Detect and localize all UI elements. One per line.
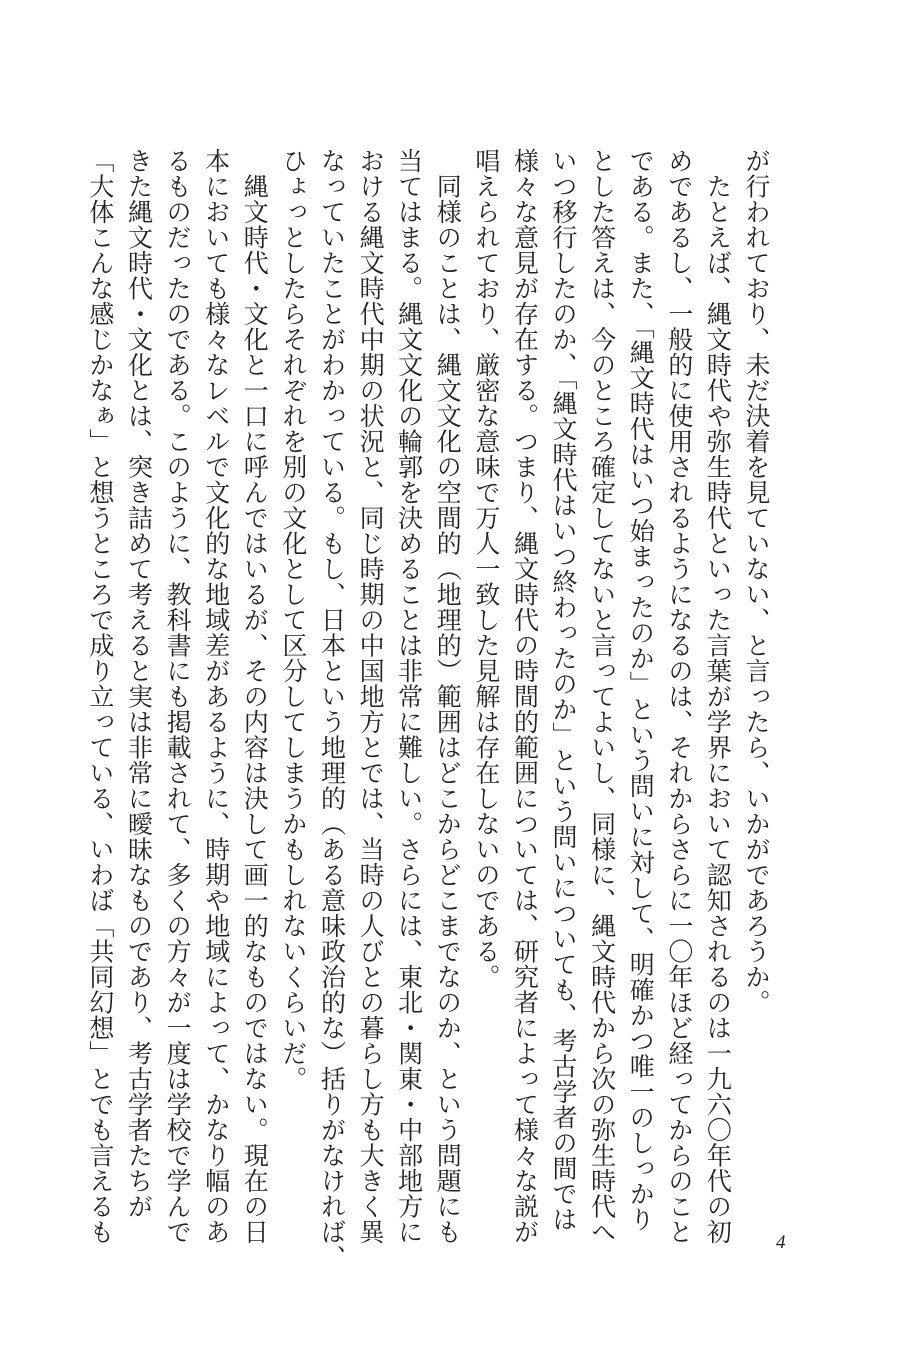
text-line: るものだったのである。このように、教科書にも掲載されて、多くの方々が一度は学校で学んで (163, 148, 193, 1245)
text-line: 「大体こんな感じかなぁ」と想うところで成り立っている、いわば「共同幻想」とでも言えるも (85, 148, 115, 1245)
text-line: いつ移行したのか、「縄文時代はいつ終わったのか」という問いについても、考古学者の間では (549, 148, 579, 1232)
text-line: である。また、「縄文時代はいつ始まったのか」という問いに対して、明確かつ唯一のしっかり (626, 148, 656, 1232)
text-line: 縄文時代・文化と一口に呼んではいるが、その内容は決して画一的なものではない。現在の日 (240, 148, 270, 1245)
text-line: が行われており、未だ決着を見ていない、と言ったら、いかがであろうか。 (742, 148, 771, 1015)
text-line: たとえば、縄文時代や弥生時代といった言葉が学界において認知されるのは一九六〇年代の初 (703, 148, 733, 1245)
text-line: めであるし、一般的に使用されるようになるのは、それからさらに一〇年ほど経ってからのこと (664, 148, 694, 1245)
text-line: きた縄文時代・文化とは、突き詰めて考えると実は非常に曖昧なものであり、考古学者たちが (124, 148, 154, 1219)
text-line: 様々な意見が存在する。つまり、縄文時代の時間的範囲については、研究者によって様々な説が (510, 148, 540, 1245)
text-line: とした答えは、今のところ確定してないと言ってよいし、同様に、縄文時代から次の弥生時代へ (587, 148, 617, 1245)
page-number: 4 (776, 1232, 786, 1253)
text-line: 当てはまる。縄文文化の輪郭を決めることは非常に難しい。さらには、東北・関東・中部地方に (394, 148, 424, 1245)
text-line: おける縄文時代中期の状況と、同じ時期の中国地方とでは、当時の人びとの暮らし方も大きく異 (356, 148, 386, 1245)
text-line: 本においても様々なレベルで文化的な地域差があるように、時期や地域によって、かなり幅のあ (201, 148, 231, 1245)
text-line: なっていたことがわかっている。もし、日本という地理的（ある意味政治的な）括りがなければ、 (317, 148, 347, 1270)
text-line: 同様のことは、縄文文化の空間的（地理的）範囲はどこからどこまでなのか、という問題にも (433, 148, 463, 1245)
text-line: ひょっとしたらそれぞれを別の文化として区分してしまうかもしれないくらいだ。 (278, 148, 308, 1092)
text-line: 唱えられており、厳密な意味で万人一致した見解は存在しないのである。 (471, 148, 501, 990)
vertical-text-body (80, 148, 775, 1270)
